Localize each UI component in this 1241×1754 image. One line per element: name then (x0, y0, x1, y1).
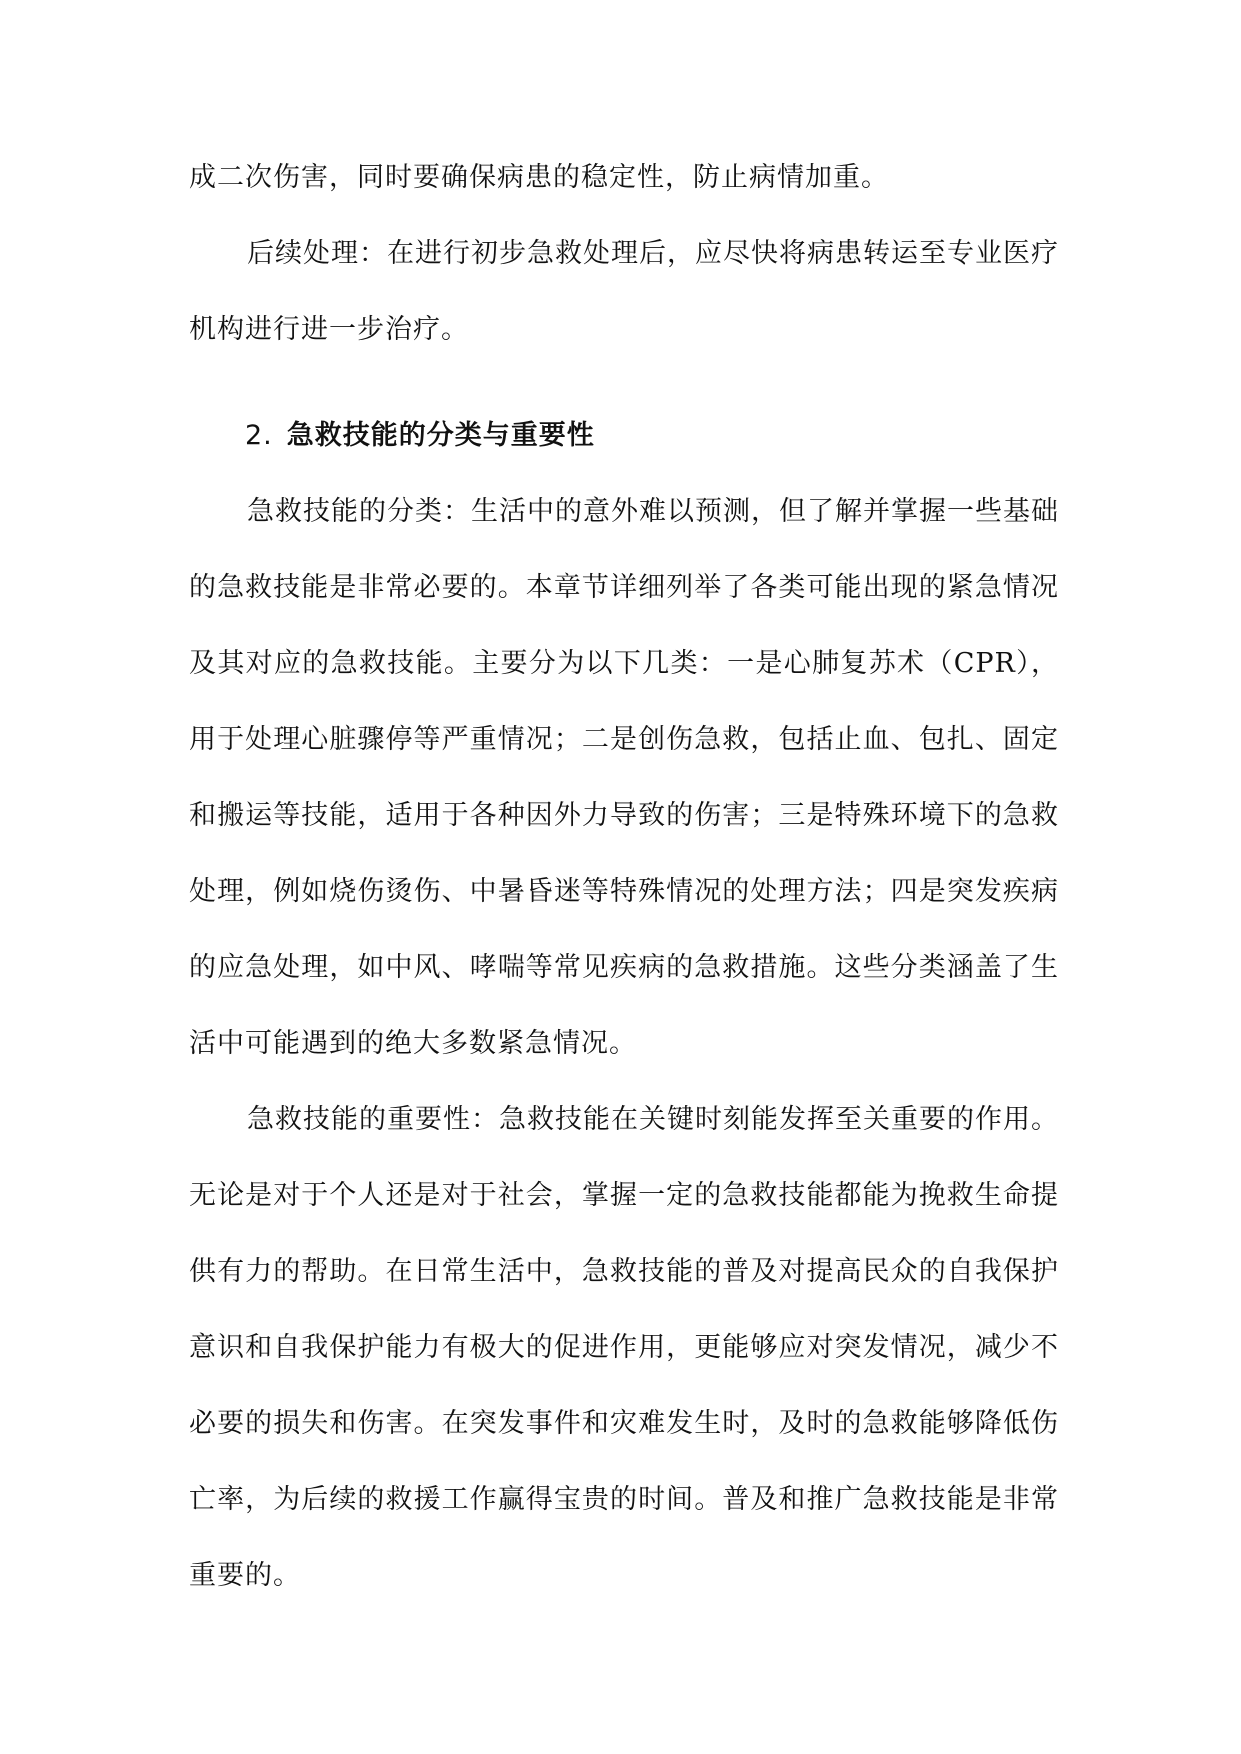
paragraph-followup-treatment: 后续处理：在进行初步急救处理后，应尽快将病患转运至专业医疗机构进行进一步治疗。 (189, 238, 1059, 345)
paragraph-classification: 急救技能的分类：生活中的意外难以预测，但了解并掌握一些基础的急救技能是非常必要的。本章节详细列举了各类可能出现的紧急情况及其对应的急救技能。主要分为以下几类：一是心肺复苏术（CPR），用于处理心脏骤停等严重情况；二是创伤急救，包括止血、包扎、固定和搬运等技能，适用于各种因外力导致的伤害；三是特殊环境下的急救处理，例如烧伤烫伤、中暑昏迷等特殊情况的处理方法；四是突发疾病的应急处理，如中风、哮喘等常见疾病的急救措施。这些分类涵盖了生活中可能遇到的绝大多数紧急情况。 (189, 496, 1059, 1059)
section-title: 急救技能的分类与重要性 (286, 420, 595, 451)
section-number: 2. (245, 420, 273, 451)
section-heading (189, 398, 1059, 474)
document-body (189, 140, 1059, 1614)
paragraph-continuation: 成二次伤害，同时要确保病患的稳定性，防止病情加重。 (189, 162, 889, 193)
paragraph-importance: 急救技能的重要性：急救技能在关键时刻能发挥至关重要的作用。无论是对于个人还是对于社会，掌握一定的急救技能都能为挽救生命提供有力的帮助。在日常生活中，急救技能的普及对提高民众的自我保护意识和自我保护能力有极大的促进作用，更能够应对突发情况，减少不必要的损失和伤害。在突发事件和灾难发生时，及时的急救能够降低伤亡率，为后续的救援工作赢得宝贵的时间。普及和推广急救技能是非常重要的。 (189, 1104, 1059, 1591)
